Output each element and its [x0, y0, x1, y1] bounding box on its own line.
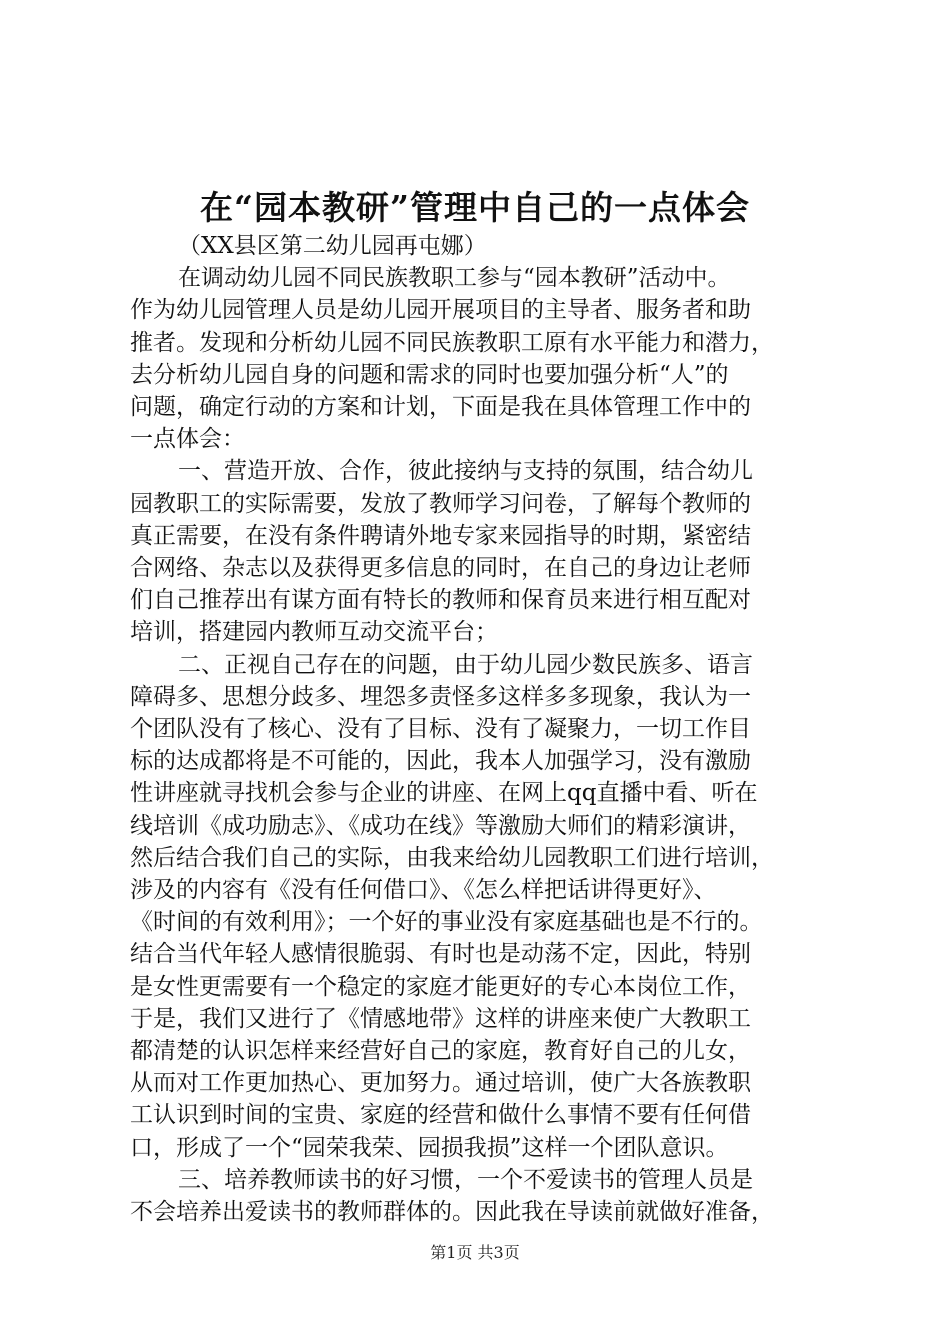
- body-line: 去分析幼儿园自身的问题和需求的同时也要加强分析“人”的: [130, 361, 729, 388]
- body-line: 都清楚的认识怎样来经营好自己的家庭，教育好自己的儿女，: [130, 1038, 751, 1065]
- body-line: 三、培养教师读书的好习惯，一个不爱读书的管理人员是: [178, 1166, 753, 1193]
- body-line: 性讲座就寻找机会参与企业的讲座、在网上qq直播中看、听在: [130, 780, 758, 807]
- body-line: 于是，我们又进行了《情感地带》这样的讲座来使广大教职工: [130, 1005, 751, 1032]
- body-line: 作为幼儿园管理人员是幼儿园开展项目的主导者、服务者和助: [130, 297, 751, 324]
- body-line: 在调动幼儿园不同民族教职工参与“园本教研”活动中。: [178, 265, 731, 292]
- body-line: 涉及的内容有《没有任何借口》、《怎么样把话讲得更好》、: [130, 877, 717, 904]
- body-line: 园教职工的实际需要，发放了教师学习问卷，了解每个教师的: [130, 490, 751, 517]
- body-line: 推者。发现和分析幼儿园不同民族教职工原有水平能力和潜力，: [130, 329, 774, 356]
- document-body: [130, 230, 845, 1228]
- page-number-footer: 第1页 共3页: [430, 1243, 520, 1262]
- document-title: 在“园本教研”管理中自己的一点体会: [200, 188, 750, 227]
- body-line: 标的达成都将是不可能的，因此，我本人加强学习，没有激励: [130, 748, 751, 775]
- body-line: 培训，搭建园内教师互动交流平台；: [130, 619, 498, 646]
- body-line: 工认识到时间的宝贵、家庭的经营和做什么事情不要有任何借: [130, 1102, 751, 1129]
- body-line: 《时间的有效利用》；一个好的事业没有家庭基础也是不行的。: [130, 909, 763, 936]
- body-line: 个团队没有了核心、没有了目标、没有了凝聚力，一切工作目: [130, 716, 751, 743]
- body-line: 真正需要，在没有条件聘请外地专家来园指导的时期，紧密结: [130, 522, 751, 549]
- body-line: 们自己推荐出有谋方面有特长的教师和保育员来进行相互配对: [130, 587, 751, 614]
- body-line: 是女性更需要有一个稳定的家庭才能更好的专心本岗位工作，: [130, 973, 751, 1000]
- body-line: 结合当代年轻人感情很脆弱、有时也是动荡不定，因此，特别: [130, 941, 751, 968]
- body-line: 合网络、杂志以及获得更多信息的同时，在自己的身边让老师: [130, 555, 751, 582]
- body-line: 从而对工作更加热心、更加努力。通过培训，使广大各族教职: [130, 1070, 751, 1097]
- body-line: 问题，确定行动的方案和计划，下面是我在具体管理工作中的: [130, 394, 751, 421]
- body-line: 口，形成了一个“园荣我荣、园损我损”这样一个团队意识。: [130, 1134, 729, 1161]
- author-line: （XX县区第二幼儿园再屯娜）: [178, 233, 487, 259]
- body-line: 不会培养出爱读书的教师群体的。因此我在导读前就做好准备，: [130, 1199, 774, 1226]
- body-line: 一、营造开放、合作，彼此接纳与支持的氛围，结合幼儿: [178, 458, 753, 485]
- body-line: 二、正视自己存在的问题，由于幼儿园少数民族多、语言: [178, 651, 753, 678]
- body-line: 线培训《成功励志》、《成功在线》等激励大师们的精彩演讲，: [130, 812, 751, 839]
- body-line: 然后结合我们自己的实际，由我来给幼儿园教职工们进行培训，: [130, 844, 774, 871]
- body-line: 障碍多、思想分歧多、埋怨多责怪多这样多多现象，我认为一: [130, 683, 751, 710]
- body-line: 一点体会：: [130, 426, 245, 453]
